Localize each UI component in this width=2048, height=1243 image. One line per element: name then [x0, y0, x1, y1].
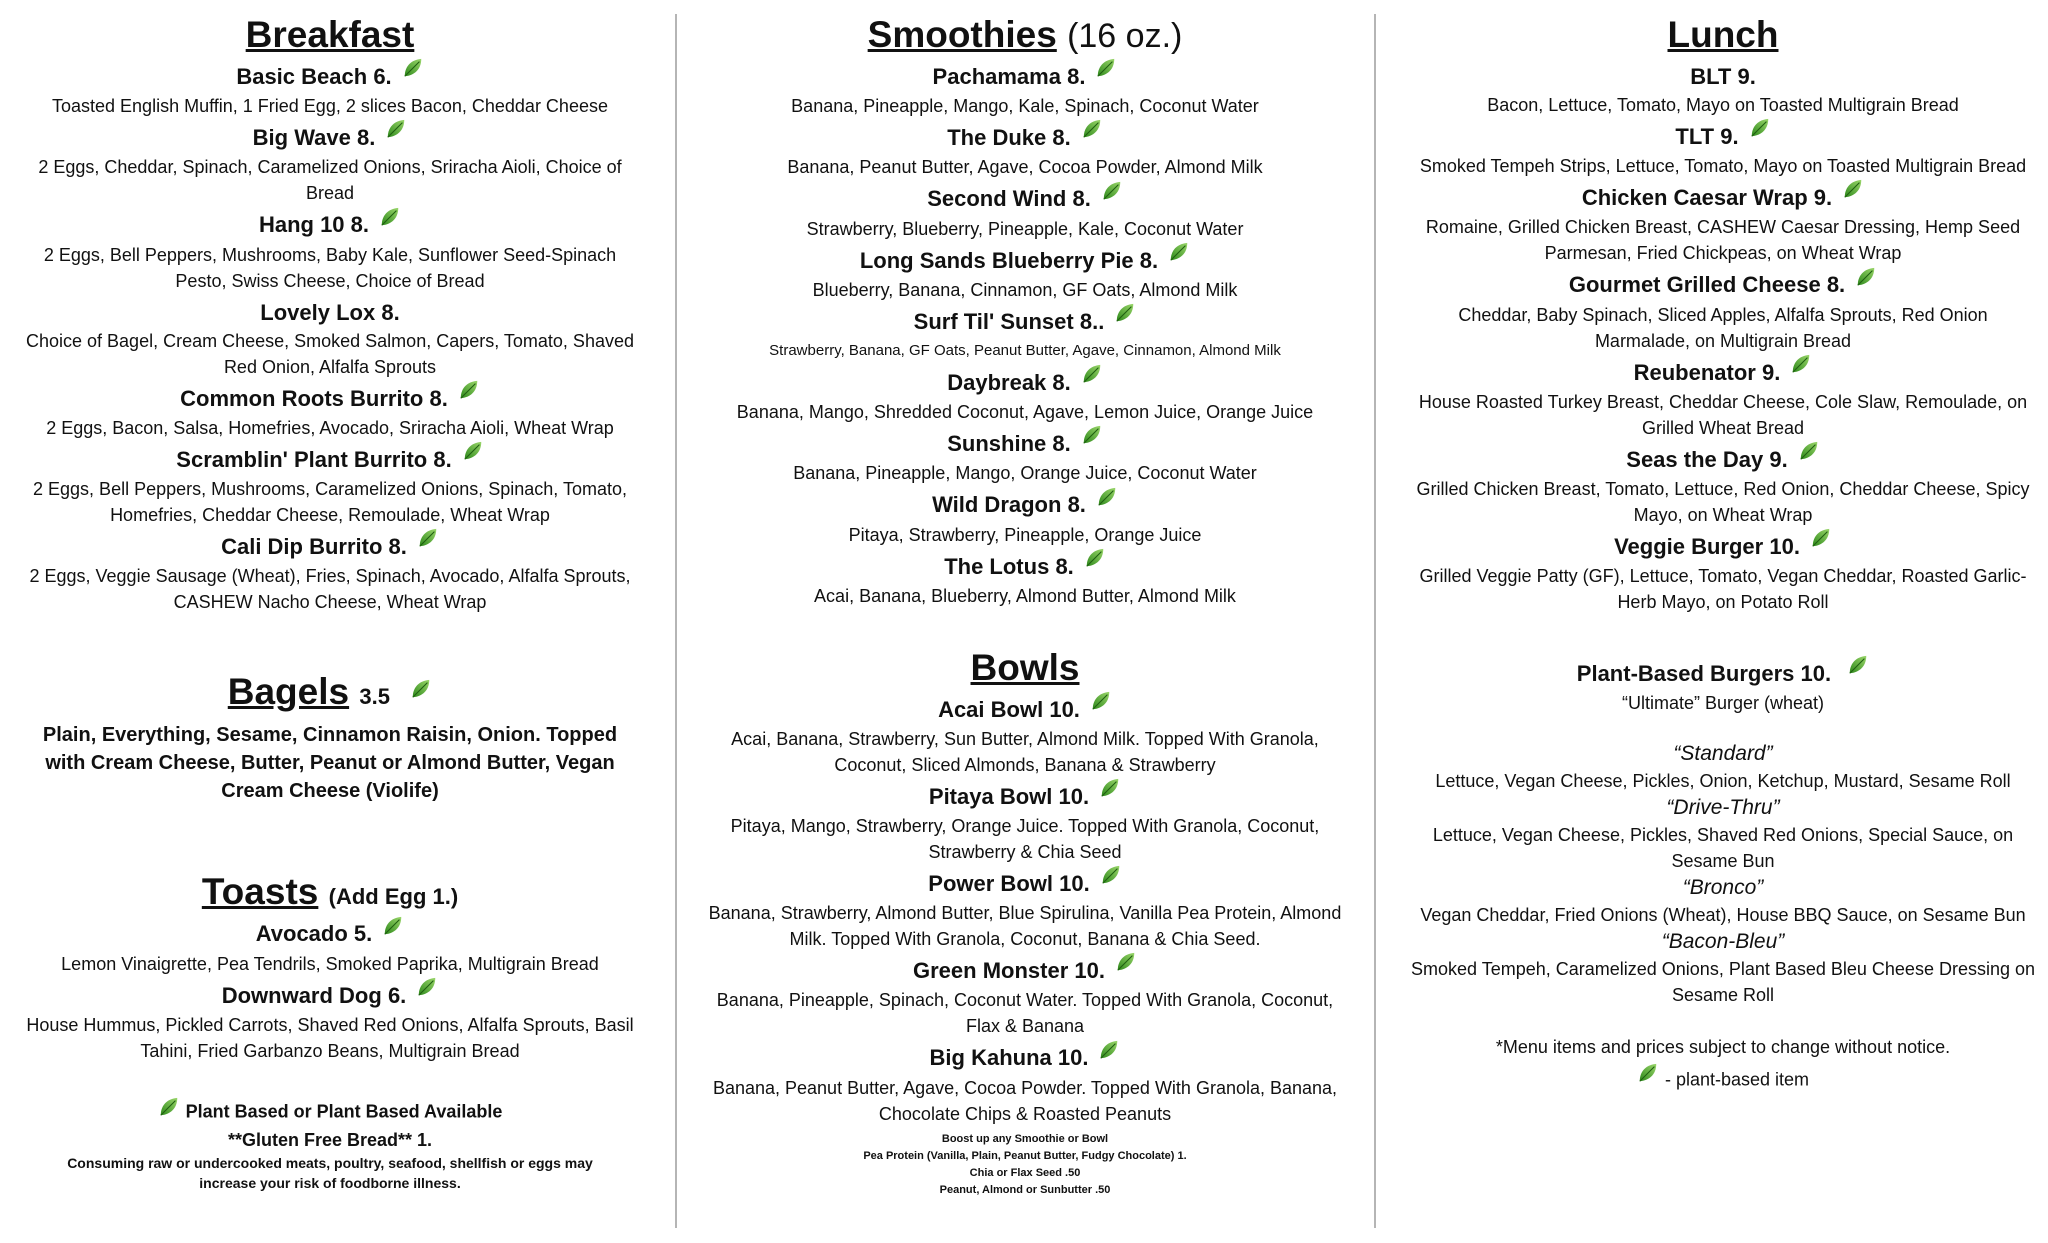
menu-item-description: Banana, Pineapple, Mango, Orange Juice, Coconut Water: [793, 463, 1257, 484]
menu-item-description: Grilled Chicken Breast, Tomato, Lettuce, Red Onion, Cheddar Cheese, Spicy Mayo, on Wheat Wrap: [1416, 478, 2030, 525]
leaf-icon: [1114, 302, 1136, 332]
menu-item-title: [10, 445, 650, 476]
leaf-icon: [1842, 178, 1864, 208]
menu-item: [10, 981, 650, 1064]
menu-item-name: Green Monster: [913, 958, 1069, 984]
left-column: [10, 10, 650, 1193]
menu-item-name: Lovely Lox: [260, 299, 376, 325]
menu-item-title: [697, 782, 1353, 813]
menu-item-price: 10.: [1059, 871, 1090, 897]
menu-item-title: [697, 62, 1353, 93]
menu-item-title: [1405, 358, 2041, 389]
menu-item: [10, 384, 650, 441]
menu-item-price: 8.: [356, 125, 376, 151]
leaf-icon: [1096, 486, 1118, 516]
leaf-icon: [1168, 241, 1190, 271]
menu-item-title: [697, 184, 1353, 215]
menu-item-description: Toasted English Muffin, 1 Fried Egg, 2 slices Bacon, Cheddar Cheese: [52, 96, 608, 117]
leaf-icon: [158, 1096, 180, 1125]
plant-based-note: Plant Based or Plant Based Available: [10, 1098, 650, 1127]
toasts-title: Toasts (Add Egg 1.): [201, 871, 459, 913]
variant-name: “Drive-Thru”: [1666, 796, 1780, 820]
menu-item-description: Cheddar, Baby Spinach, Sliced Apples, Alfalfa Sprouts, Red Onion Marmalade, on Multigrain Bread: [1458, 304, 1988, 351]
variant-desc: Lettuce, Vegan Cheese, Pickles, Onion, Ketchup, Mustard, Sesame Roll: [1435, 771, 2011, 792]
menu-item-name: Pachamama: [932, 64, 1061, 89]
menu-item-name: Gourmet Grilled Cheese: [1568, 272, 1821, 298]
menu-item: [10, 298, 650, 380]
menu-item-name: Long Sands Blueberry Pie: [859, 247, 1134, 273]
menu-item-name: Wild Dragon: [932, 492, 1062, 518]
menu-item-description: Banana, Strawberry, Almond Butter, Blue Spirulina, Vanilla Pea Protein, Almond Milk. Topped With Granola, Coconut, Banana & Chia Seed.: [708, 903, 1342, 950]
menu-item-name: Reubenator: [1633, 359, 1756, 385]
menu-item-price: 8.: [429, 385, 448, 411]
menu-item-title: [697, 307, 1353, 338]
menu-item-price: 8.: [388, 533, 407, 559]
menu-item-description: Acai, Banana, Strawberry, Sun Butter, Almond Milk. Topped With Granola, Coconut, Sliced Almonds, Banana & Strawberry: [731, 728, 1319, 775]
menu-item: [1405, 532, 2041, 615]
menu-item-title: [697, 368, 1353, 399]
menu-item-title: [10, 62, 650, 93]
menu-item-title: [697, 552, 1353, 583]
menu-item-price: 8.: [1826, 272, 1846, 298]
menu-item-price: 9.: [1769, 446, 1788, 472]
smoothies-title: Smoothies (16 oz.): [867, 14, 1183, 55]
menu-item-description: Strawberry, Blueberry, Pineapple, Kale, Coconut Water: [806, 218, 1244, 239]
lunch-list: [1405, 62, 2041, 615]
menu-item-price: 10.: [1074, 958, 1105, 984]
menu-item-name: Common Roots Burrito: [180, 385, 424, 411]
menu-item-description: Bacon, Lettuce, Tomato, Mayo on Toasted Multigrain Bread: [1487, 95, 1959, 115]
leaf-icon: [417, 527, 439, 557]
foodborne-warning: Consuming raw or undercooked meats, poultry, seafood, shellfish or eggs may increase your risk of foodborne illness.: [67, 1154, 593, 1191]
menu-item-name: BLT: [1690, 64, 1732, 89]
leaf-icon: [1749, 117, 1771, 147]
menu-item-price: 8.: [350, 212, 370, 238]
toasts-note: (Add Egg 1.): [328, 884, 459, 910]
leaf-icon: [410, 667, 432, 709]
leaf-icon: [458, 379, 480, 409]
menu-item-description: Romaine, Grilled Chicken Breast, CASHEW Caesar Dressing, Hemp Seed Parmesan, Fried Chickpeas, on Wheat Wrap: [1425, 217, 2021, 264]
menu-item-description: Lemon Vinaigrette, Pea Tendrils, Smoked Paprika, Multigrain Bread: [61, 953, 599, 974]
leaf-icon: [1081, 424, 1103, 454]
menu-item-description: Banana, Mango, Shredded Coconut, Agave, Lemon Juice, Orange Juice: [736, 402, 1314, 423]
boost-list: [697, 1131, 1353, 1199]
leaf-icon: [1810, 527, 1832, 557]
menu-item-description: 2 Eggs, Bell Peppers, Mushrooms, Baby Kale, Sunflower Seed-Spinach Pesto, Swiss Cheese, Choice of Bread: [43, 244, 617, 291]
menu-item: [697, 1043, 1353, 1126]
menu-item: [697, 552, 1353, 609]
leaf-icon: [1100, 864, 1122, 894]
menu-item: [697, 246, 1353, 303]
menu-item-title: [10, 298, 650, 328]
bagels-price: 3.5: [359, 684, 390, 710]
menu-item-price: 8.: [1052, 369, 1071, 395]
menu-item-name: The Duke: [947, 125, 1047, 151]
breakfast-title: Breakfast: [245, 14, 415, 55]
toasts-list: [10, 919, 650, 1063]
menu-item-title: [10, 532, 650, 563]
menu-item-title: [697, 1043, 1353, 1074]
menu-item: [697, 307, 1353, 364]
menu-item-name: Chicken Caesar Wrap: [1581, 185, 1808, 211]
menu-item-title: [697, 246, 1353, 277]
menu-item-description: Pitaya, Mango, Strawberry, Orange Juice. Topped With Granola, Coconut, Strawberry & Chia Seed: [730, 816, 1320, 863]
plant-based-legend: - plant-based item: [1405, 1066, 2041, 1095]
menu-item: [10, 445, 650, 528]
leaf-icon: [1081, 118, 1103, 148]
menu-item: [1405, 122, 2041, 179]
menu-item: [697, 184, 1353, 241]
menu-item-name: Seas the Day: [1626, 446, 1764, 472]
menu-item-name: Cali Dip Burrito: [221, 533, 383, 559]
menu-item: [1405, 62, 2041, 118]
menu-item-name: TLT: [1675, 124, 1715, 149]
menu-item-description: Blueberry, Banana, Cinnamon, GF Oats, Almond Milk: [812, 279, 1238, 300]
menu-item: [10, 210, 650, 293]
menu-item-title: [697, 869, 1353, 900]
menu-item-description: Banana, Peanut Butter, Agave, Cocoa Powder. Topped With Granola, Banana, Chocolate Chips & Roasted Peanuts: [712, 1077, 1338, 1124]
menu-item-name: Big Wave: [252, 125, 351, 151]
menu-item-name: The Lotus: [944, 553, 1050, 579]
boost-line: Chia or Flax Seed .50: [969, 1166, 1081, 1179]
bagels-description: Plain, Everything, Sesame, Cinnamon Raisin, Onion. Topped with Cream Cheese, Butter, Peanut or Almond Butter, Vegan Cream Cheese (Violife): [42, 724, 618, 803]
leaf-icon: [1095, 57, 1117, 87]
menu-item-description: 2 Eggs, Veggie Sausage (Wheat), Fries, Spinach, Avocado, Alfalfa Sprouts, CASHEW Nacho Cheese, Wheat Wrap: [29, 566, 631, 613]
menu-item-description: Pitaya, Strawberry, Pineapple, Orange Juice: [848, 524, 1202, 545]
column-divider-right: [1374, 14, 1376, 1228]
menu-item-price: 6.: [373, 64, 392, 89]
menu-item: [697, 956, 1353, 1039]
menu-item-description: Grilled Veggie Patty (GF), Lettuce, Tomato, Vegan Cheddar, Roasted Garlic-Herb Mayo, on Potato Roll: [1419, 566, 2027, 613]
menu-item-title: [1405, 122, 2041, 153]
boost-line: Pea Protein (Vanilla, Plain, Peanut Butter, Fudgy Chocolate) 1.: [863, 1149, 1187, 1162]
menu-item-title: [10, 981, 650, 1012]
menu-item-name: Second Wind: [927, 186, 1067, 212]
menu-item-title: [697, 956, 1353, 987]
menu-item-price: 8.: [1067, 492, 1086, 518]
menu-item: [697, 123, 1353, 180]
menu-item-price: 8.: [1139, 247, 1159, 273]
menu-item-title: [697, 490, 1353, 521]
leaf-icon: [1798, 440, 1820, 470]
menu-item-description: House Hummus, Pickled Carrots, Shaved Red Onions, Alfalfa Sprouts, Basil Tahini, Fried Garbanzo Beans, Multigrain Bread: [26, 1014, 634, 1061]
menu-item-name: Surf Til' Sunset: [913, 308, 1074, 334]
menu-item-title: [697, 429, 1353, 460]
menu-item-description: 2 Eggs, Cheddar, Spinach, Caramelized Onions, Sriracha Aioli, Choice of Bread: [38, 157, 622, 204]
leaf-icon: [1847, 654, 1869, 684]
smoothies-list: [697, 62, 1353, 609]
menu-item-price: 8.: [1067, 64, 1086, 89]
variant-desc: Smoked Tempeh, Caramelized Onions, Plant Based Bleu Cheese Dressing on Sesame Roll: [1411, 959, 2036, 1006]
bowls-title: Bowls: [970, 646, 1080, 688]
menu-item: [10, 123, 650, 206]
leaf-icon: [385, 118, 407, 148]
menu-item-description: House Roasted Turkey Breast, Cheddar Cheese, Cole Slaw, Remoulade, on Grilled Wheat Bread: [1418, 391, 2028, 438]
menu-item: [10, 919, 650, 976]
leaf-icon: [1099, 777, 1121, 807]
breakfast-list: [10, 62, 650, 615]
menu-item-name: Basic Beach: [236, 64, 368, 89]
menu-item-price: 8..: [1079, 308, 1105, 334]
lunch-title: Lunch: [1667, 14, 1779, 55]
menu-item-name: Veggie Burger: [1614, 533, 1764, 559]
plant-burgers-title: Plant-Based Burgers 10.: [1405, 659, 2041, 690]
menu-item: [1405, 183, 2041, 266]
menu-item: [697, 368, 1353, 425]
boost-line: Peanut, Almond or Sunbutter .50: [939, 1183, 1111, 1196]
menu-item-price: 10.: [1769, 533, 1800, 559]
menu-item-price: 10.: [1049, 696, 1080, 722]
menu-item-name: Downward Dog: [221, 982, 382, 1008]
menu-item-name: Sunshine: [947, 431, 1047, 457]
boost-line: Boost up any Smoothie or Bowl: [941, 1132, 1109, 1145]
leaf-icon: [402, 57, 424, 87]
menu-item-description: Smoked Tempeh Strips, Lettuce, Tomato, Mayo on Toasted Multigrain Bread: [1419, 156, 2027, 177]
leaf-icon: [1084, 547, 1106, 577]
variant-name: “Bacon-Bleu”: [1661, 930, 1785, 954]
column-divider-left: [675, 14, 677, 1228]
menu-item: [10, 62, 650, 119]
menu-item: [1405, 445, 2041, 528]
leaf-icon: [1790, 353, 1812, 383]
menu-item: [1405, 358, 2041, 441]
menu-item-title: [10, 210, 650, 241]
variant-name: “Standard”: [1673, 742, 1773, 766]
menu-item-title: [1405, 183, 2041, 214]
menu-item-description: Banana, Pineapple, Mango, Kale, Spinach, Coconut Water: [791, 96, 1259, 117]
menu-item-price: 8.: [433, 446, 452, 472]
leaf-icon: [1081, 363, 1103, 393]
gluten-free-note: **Gluten Free Bread** 1.: [227, 1129, 433, 1150]
leaf-icon: [1637, 1062, 1659, 1091]
menu-item-title: [1405, 270, 2041, 301]
menu-item-description: 2 Eggs, Bacon, Salsa, Homefries, Avocado, Sriracha Aioli, Wheat Wrap: [46, 417, 614, 438]
leaf-icon: [462, 440, 484, 470]
menu-item-price: 9.: [1737, 64, 1756, 89]
menu-item-price: 9.: [1720, 124, 1739, 149]
variant-name: “Bronco”: [1682, 876, 1764, 900]
menu-item: [697, 869, 1353, 952]
bagels-title: Bagels 3.5: [10, 671, 650, 715]
menu-item-price: 8.: [1055, 553, 1074, 579]
menu-item: [697, 782, 1353, 865]
menu-item-name: Daybreak: [947, 369, 1047, 395]
variant-desc: Vegan Cheddar, Fried Onions (Wheat), House BBQ Sauce, on Sesame Bun: [1420, 905, 2026, 926]
leaf-icon: [1855, 266, 1877, 296]
plant-burgers-subtitle: “Ultimate” Burger (wheat): [1621, 693, 1825, 714]
menu-item-price: 8.: [381, 299, 400, 325]
leaf-icon: [1098, 1039, 1120, 1069]
menu-item-name: Avocado: [255, 921, 348, 947]
menu-item-title: [10, 123, 650, 154]
menu-item-price: 8.: [1052, 125, 1071, 151]
menu-item: [697, 490, 1353, 547]
menu-item-price: 8.: [1052, 431, 1071, 457]
menu-item-description: Choice of Bagel, Cream Cheese, Smoked Salmon, Capers, Tomato, Shaved Red Onion, Alfalfa Sprouts: [26, 330, 634, 377]
menu-item-title: [1405, 62, 2041, 92]
plant-burger-variants: [1405, 740, 2041, 1008]
menu-item-name: Hang 10: [258, 212, 345, 238]
menu-item-price: 8.: [1072, 186, 1091, 212]
leaf-icon: [1101, 180, 1123, 210]
leaf-icon: [379, 206, 401, 236]
menu-item: [10, 532, 650, 615]
right-column: [1405, 10, 2041, 1095]
menu-item-price: 5.: [353, 921, 373, 947]
menu-item-title: [697, 123, 1353, 154]
menu-item: [1405, 270, 2041, 353]
middle-column: [697, 10, 1353, 1199]
menu-item-name: Pitaya Bowl: [928, 783, 1053, 809]
menu-item-title: [697, 695, 1353, 726]
menu-item-price: 10.: [1057, 1045, 1089, 1071]
menu-item: [697, 429, 1353, 486]
menu-item-price: 6.: [387, 982, 407, 1008]
menu-item-name: Power Bowl: [928, 871, 1053, 897]
leaf-icon: [1090, 690, 1112, 720]
menu-notice: *Menu items and prices subject to change without notice.: [1495, 1037, 1951, 1058]
menu-item: [697, 62, 1353, 119]
leaf-icon: [416, 976, 438, 1006]
menu-item-description: Banana, Peanut Butter, Agave, Cocoa Powder, Almond Milk: [787, 157, 1263, 178]
leaf-icon: [1115, 951, 1137, 981]
menu-item-name: Big Kahuna: [929, 1045, 1052, 1071]
leaf-icon: [382, 915, 404, 945]
menu-item-title: [1405, 532, 2041, 563]
menu-item-name: Scramblin' Plant Burrito: [176, 446, 428, 472]
menu-item-title: [10, 384, 650, 415]
menu-item-price: 10.: [1058, 783, 1090, 809]
menu-item-description: 2 Eggs, Bell Peppers, Mushrooms, Caramelized Onions, Spinach, Tomato, Homefries, Cheddar Cheese, Remoulade, Wheat Wrap: [33, 478, 627, 525]
menu-item-title: [10, 919, 650, 950]
smoothies-size: (16 oz.): [1067, 17, 1183, 55]
menu-item-price: 9.: [1813, 185, 1833, 211]
menu-item-title: [1405, 445, 2041, 476]
menu-item-description: Acai, Banana, Blueberry, Almond Butter, Almond Milk: [814, 585, 1236, 606]
menu-item-description: Strawberry, Banana, GF Oats, Peanut Butter, Agave, Cinnamon, Almond Milk: [769, 341, 1281, 359]
menu-item-price: 9.: [1762, 359, 1781, 385]
menu-item-description: Banana, Pineapple, Spinach, Coconut Water. Topped With Granola, Coconut, Flax & Banana: [716, 990, 1334, 1037]
menu-item-name: Acai Bowl: [938, 696, 1044, 722]
variant-desc: Lettuce, Vegan Cheese, Pickles, Shaved Red Onions, Special Sauce, on Sesame Bun: [1432, 825, 2014, 872]
bowls-list: [697, 695, 1353, 1127]
menu-item: [697, 695, 1353, 778]
